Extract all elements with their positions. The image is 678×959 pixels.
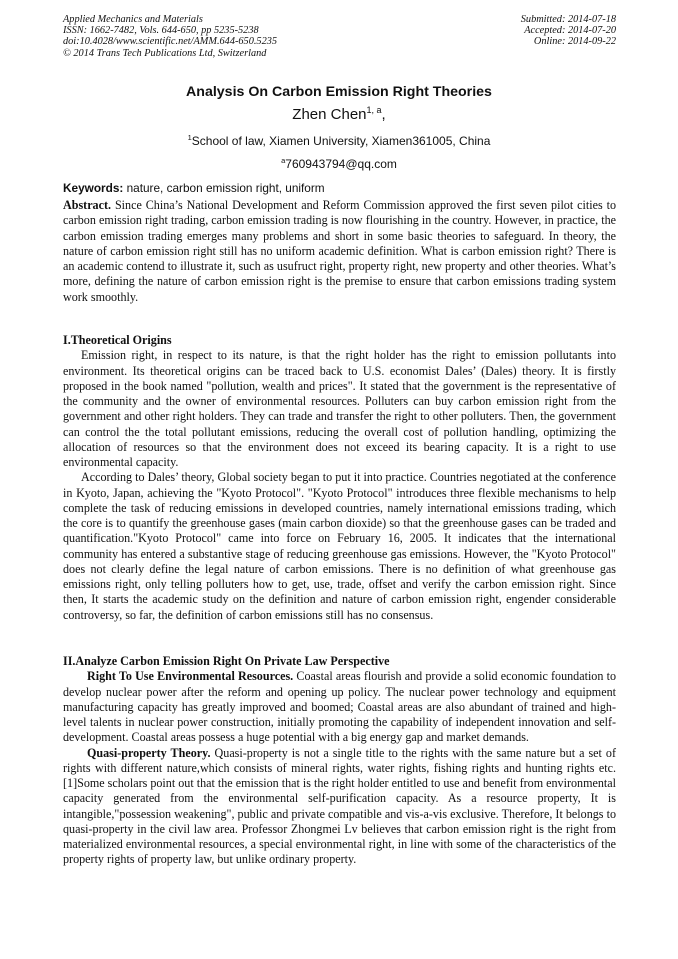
- affiliation-mark: 1: [187, 133, 192, 142]
- abstract-paragraph: [63, 198, 616, 305]
- keywords-line: [63, 181, 616, 195]
- email-line: [0, 156, 678, 171]
- paper-title: Analysis On Carbon Emission Right Theories: [186, 84, 492, 100]
- section-1-heading: I.Theoretical Origins: [63, 333, 172, 347]
- journal-name: Applied Mechanics and Materials: [63, 14, 203, 25]
- section-2-paragraph-1-text: Coastal areas flourish and provide a solid economic foundation to develop nuclear power after the reform and opening up policy. The nuclear power technology and equipment manufacturing capacity has greatly improved and boomed; Coastal areas are also abundant of trained and high-level talents in nuclear power construction, initially promoting the capability of independent innovation and self-development. Coastal areas possess a huge potential with a big energy gap and market demands.: [63, 669, 617, 745]
- submitted-date: Submitted: 2014-07-18: [520, 14, 616, 25]
- journal-header-left: [63, 14, 277, 59]
- copyright-line: © 2014 Trans Tech Publications Ltd, Switzerland: [63, 47, 267, 59]
- abstract-text: Since China’s National Development and Reform Commission approved the first seven pilot cities to carbon emission right trading, carbon emission trading is now flourishing in the country. However, in practice, the carbon emission trading emerges many problems and short in some basic theories to safeguard. In theory, the nature of carbon emission right still has no uniform academic definition. What is carbon emission right? There is an academic contend to illustrate it, such as usufruct right, property right, new property and other theories. What’s more, defining the nature of carbon emission right is the premise to ensure that carbon emissions trading system work smoothly.: [63, 198, 616, 304]
- email-address: 760943794@qq.com: [285, 157, 397, 171]
- author-affiliation-mark: 1, a: [366, 105, 382, 115]
- abstract-label: Abstract.: [63, 198, 112, 212]
- accepted-date: Accepted: 2014-07-20: [524, 25, 616, 37]
- keywords-text: nature, carbon emission right, uniform: [123, 181, 325, 195]
- author-suffix: ,: [381, 106, 386, 123]
- section-2-heading: II.Analyze Carbon Emission Right On Private Law Perspective: [63, 654, 390, 668]
- section-2-paragraph-1-label: Right To Use Environmental Resources.: [87, 669, 294, 684]
- section-1-paragraph-1: Emission right, in respect to its nature, is that the right holder has the right to emission pollutants into environment. Its theoretical origins can be traced back to U.S. economist Dales’ (Dales) theory. It is firstly proposed in the book named "pollution, wealth and prices". It stated that the government is the representative of the community and the owner of environmental resources. Polluters can buy carbon emission right from the government and other right holders. They can trade and transfer the right to other polluters. Then, the government can control the the total pollutant emissions, reducing the overall cost of pollution handling, optimizing the allocation of resources so that the environment does not exceed its bearing capacity. It is a right to use environmental capacity.: [63, 348, 616, 469]
- section-1: [63, 333, 616, 623]
- affiliation-text: School of law, Xiamen University, Xiamen361005, China: [191, 134, 491, 148]
- email-mark: a: [281, 156, 286, 165]
- issn-line: ISSN: 1662-7482, Vols. 644-650, pp 5235-5238: [63, 25, 259, 37]
- author-line: [0, 105, 678, 123]
- journal-header-right: [521, 14, 616, 48]
- section-2-paragraph-2-label: Quasi-property Theory.: [87, 745, 211, 760]
- keywords-label: Keywords:: [63, 181, 124, 195]
- section-2-paragraph-1: [63, 669, 616, 745]
- section-2-paragraph-2-text: Quasi-property is not a single title to the rights with the same nature but a set of rights with different nature,which consists of mineral rights, water rights, fishing rights and hunting rights etc.[1]Some scholars point out that the emission that is the right holder entitled to use and benefit from environmental capacity generated from the environmental self-purification capacity. As a resource property, It is intangible,"possession weakening", public and private compatible and vis-a-vis exclusive. Therefore, It belongs to quasi-property in the civil law area. Professor Zhongmei Lv believes that carbon emission right is the right from materialized environmental resources, a special environmental right, in line with some of the characteristics of the property rights of property law, but unlike ordinary property.: [63, 745, 616, 867]
- affiliation-line: [0, 133, 678, 148]
- author-name: Zhen Chen: [292, 106, 367, 123]
- doi-line: doi:10.4028/www.scientific.net/AMM.644-650.5235: [63, 36, 278, 48]
- section-2-paragraph-2: [63, 746, 616, 868]
- section-1-paragraph-2: According to Dales’ theory, Global society began to put it into practice. Countries negotiated at the conference in Kyoto, Japan, achieving the "Kyoto Protocol". "Kyoto Protocol" introduces three flexible mechanisms to help complete the task of reducing emissions in developed countries, namely international emissions trading, which the core is to quantify the greenhouse gases (main carbon dioxide) so that the greenhouse gases can be traded and quantification."Kyoto Protocol" came into force on February 16, 2005. It indicates that the international community has entered a substantive stage of reducing greenhouse gas emissions. However, the "Kyoto Protocol" does not clearly define the legal nature of carbon emissions. There is no definition of what greenhouse gas emissions right, only telling polluters how to get, use, trade, offset and verify the carbon emission right. Since then, It starts the academic study on the definition and nature of carbon emission right, engender considerable controversy, so far, the definition of carbon emissions still has no consensus.: [63, 470, 616, 622]
- section-2: [63, 654, 616, 868]
- online-date: Online: 2014-09-22: [533, 36, 616, 48]
